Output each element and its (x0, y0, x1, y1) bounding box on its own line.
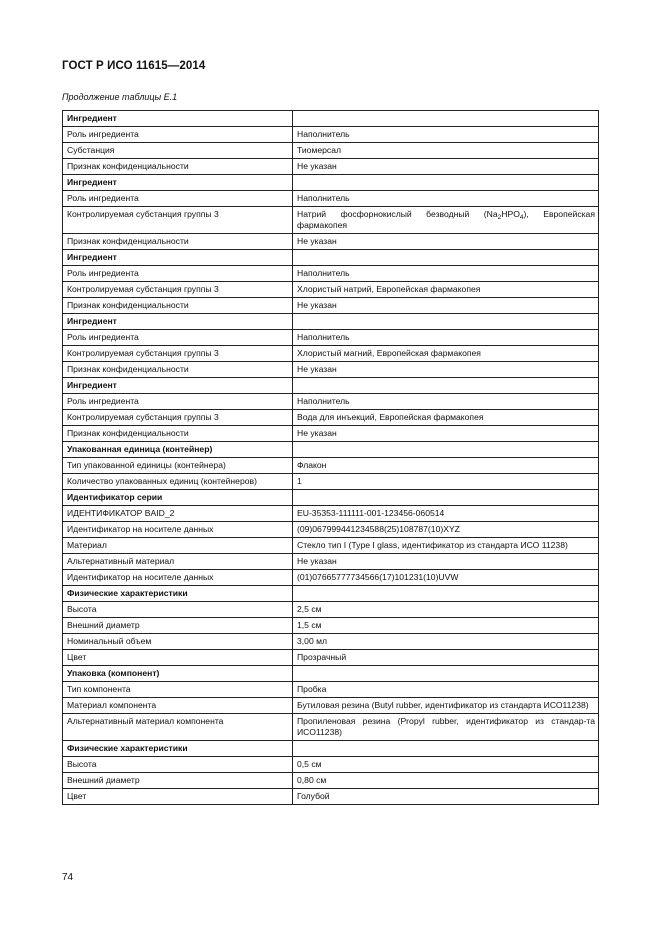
table-section-row (63, 111, 599, 127)
row-value: Не указан (293, 159, 599, 175)
row-value: 0,80 см (293, 773, 599, 789)
row-value: Не указан (293, 362, 599, 378)
formula-subscript: 4 (519, 214, 524, 221)
row-label: Роль ингредиента (63, 330, 293, 346)
row-label: Признак конфиденциальности (63, 159, 293, 175)
table-row (63, 789, 599, 805)
row-label: Признак конфиденциальности (63, 362, 293, 378)
row-value: Бутиловая резина (Butyl rubber, идентификатор из стандарта ИСО11238) (293, 698, 599, 714)
table-row (63, 474, 599, 490)
row-label: Физические характеристики (63, 741, 293, 757)
formula-text: ), Европейская фармакопея (297, 209, 595, 230)
row-value: 2,5 см (293, 602, 599, 618)
formula-text: HPO (501, 209, 520, 219)
row-value (293, 175, 599, 191)
row-label: Роль ингредиента (63, 127, 293, 143)
row-label: Идентификатор на носителе данных (63, 570, 293, 586)
table-row (63, 554, 599, 570)
row-label: Цвет (63, 650, 293, 666)
row-label: Ингредиент (63, 314, 293, 330)
row-value: Тиомерсал (293, 143, 599, 159)
row-value: Хлористый натрий, Европейская фармакопея (293, 282, 599, 298)
row-label: Ингредиент (63, 250, 293, 266)
table-row (63, 207, 599, 234)
table-row (63, 698, 599, 714)
table-row (63, 191, 599, 207)
table-section-row (63, 378, 599, 394)
row-label: Ингредиент (63, 111, 293, 127)
table-section-row (63, 586, 599, 602)
row-label: Роль ингредиента (63, 266, 293, 282)
row-label: Роль ингредиента (63, 394, 293, 410)
row-value: Наполнитель (293, 330, 599, 346)
row-value (293, 586, 599, 602)
row-value (293, 207, 599, 234)
table-caption: Продолжение таблицы Е.1 (62, 92, 178, 102)
table-section-row (63, 490, 599, 506)
row-label: Внешний диаметр (63, 773, 293, 789)
row-value: Не указан (293, 234, 599, 250)
row-value (293, 314, 599, 330)
table-section-row (63, 741, 599, 757)
table-row (63, 506, 599, 522)
row-label: Контролируемая субстанция группы 3 (63, 410, 293, 426)
row-label: Физические характеристики (63, 586, 293, 602)
data-table (62, 110, 599, 805)
row-value: (09)067999441234588(25)108787(10)XYZ (293, 522, 599, 538)
row-value: Наполнитель (293, 191, 599, 207)
page-number: 74 (62, 872, 74, 883)
row-label: Упаковка (компонент) (63, 666, 293, 682)
table-row (63, 362, 599, 378)
table-row (63, 538, 599, 554)
row-label: Идентификатор на носителе данных (63, 522, 293, 538)
table-section-row (63, 442, 599, 458)
row-label: Упакованная единица (контейнер) (63, 442, 293, 458)
row-value: Наполнитель (293, 127, 599, 143)
row-value (293, 442, 599, 458)
table-row (63, 143, 599, 159)
table-row (63, 394, 599, 410)
row-label: Признак конфиденциальности (63, 234, 293, 250)
row-label: Контролируемая субстанция группы 3 (63, 346, 293, 362)
table-body (63, 111, 599, 805)
row-label: Ингредиент (63, 175, 293, 191)
table-row (63, 602, 599, 618)
row-value (293, 111, 599, 127)
row-value: Не указан (293, 554, 599, 570)
row-label: Альтернативный материал (63, 554, 293, 570)
row-value: Хлористый магний, Европейская фармакопея (293, 346, 599, 362)
row-value: Не указан (293, 426, 599, 442)
table-row (63, 410, 599, 426)
table-row (63, 330, 599, 346)
row-value (293, 666, 599, 682)
table-section-row (63, 175, 599, 191)
row-label: Количество упакованных единиц (контейнеров) (63, 474, 293, 490)
row-label: Ингредиент (63, 378, 293, 394)
row-value: Прозрачный (293, 650, 599, 666)
row-value: 0,5 см (293, 757, 599, 773)
row-label: Идентификатор серии (63, 490, 293, 506)
table-row (63, 159, 599, 175)
row-label: Внешний диаметр (63, 618, 293, 634)
table-row (63, 426, 599, 442)
document-header: ГОСТ Р ИСО 11615—2014 (62, 60, 206, 72)
row-value: Пропиленовая резина (Propyl rubber, идентификатор из стандар-та ИСО11238) (293, 714, 599, 741)
row-label: Высота (63, 602, 293, 618)
table-row (63, 522, 599, 538)
table-section-row (63, 666, 599, 682)
formula-text: Натрий фосфорнокислый безводный (Na (297, 209, 498, 219)
row-value: 1 (293, 474, 599, 490)
row-label: Контролируемая субстанция группы 3 (63, 207, 293, 234)
table-section-row (63, 314, 599, 330)
row-value: Флакон (293, 458, 599, 474)
row-value (293, 378, 599, 394)
row-label: Материал (63, 538, 293, 554)
table-row (63, 773, 599, 789)
table-row (63, 618, 599, 634)
row-value (293, 741, 599, 757)
row-label: Номинальный объем (63, 634, 293, 650)
table-row (63, 714, 599, 741)
table-row (63, 298, 599, 314)
table-row (63, 757, 599, 773)
row-label: Цвет (63, 789, 293, 805)
table-row (63, 634, 599, 650)
row-label: Высота (63, 757, 293, 773)
row-value: Наполнитель (293, 266, 599, 282)
row-label: Субстанция (63, 143, 293, 159)
row-value (293, 250, 599, 266)
table-row (63, 650, 599, 666)
row-value: EU-35353-111111-001-123456-060514 (293, 506, 599, 522)
row-label: Роль ингредиента (63, 191, 293, 207)
row-value: Наполнитель (293, 394, 599, 410)
row-value: 1,5 см (293, 618, 599, 634)
row-label: Признак конфиденциальности (63, 298, 293, 314)
row-value: Стекло тип I (Type I glass, идентификатор из стандарта ИСО 11238) (293, 538, 599, 554)
table-row (63, 127, 599, 143)
row-label: Тип компонента (63, 682, 293, 698)
row-value: Вода для инъекций, Европейская фармакопея (293, 410, 599, 426)
row-label: Альтернативный материал компонента (63, 714, 293, 741)
row-value: 3,00 мл (293, 634, 599, 650)
table-row (63, 266, 599, 282)
formula-subscript: 2 (497, 214, 502, 221)
table-row (63, 682, 599, 698)
table-row (63, 346, 599, 362)
row-value: Голубой (293, 789, 599, 805)
table-row (63, 282, 599, 298)
row-value: (01)07665777734566(17)101231(10)UVW (293, 570, 599, 586)
row-label: Материал компонента (63, 698, 293, 714)
table-row (63, 234, 599, 250)
row-value: Не указан (293, 298, 599, 314)
row-value: Пробка (293, 682, 599, 698)
row-label: Контролируемая субстанция группы 3 (63, 282, 293, 298)
table-row (63, 458, 599, 474)
table-row (63, 570, 599, 586)
row-label: Тип упакованной единицы (контейнера) (63, 458, 293, 474)
row-label: ИДЕНТИФИКАТОР BAID_2 (63, 506, 293, 522)
row-value (293, 490, 599, 506)
row-label: Признак конфиденциальности (63, 426, 293, 442)
table-section-row (63, 250, 599, 266)
